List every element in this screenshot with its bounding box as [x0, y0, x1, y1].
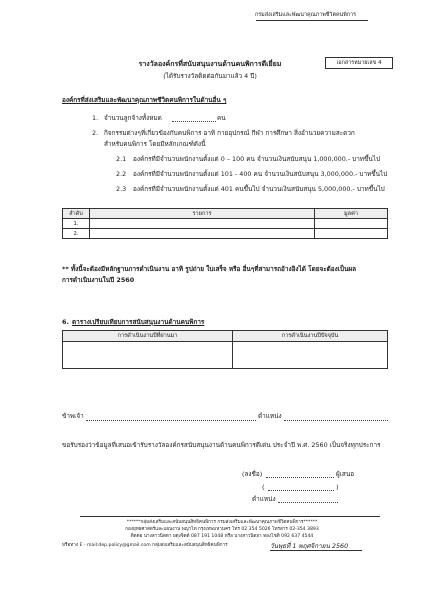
header-rule — [256, 20, 368, 21]
page-title: รางวัลองค์กรที่สนับสนุนงานด้านคนพิการดีเยี่ยม — [138, 60, 282, 68]
item-1-number: 1. — [92, 114, 99, 122]
evidence-note: ** ทั้งนี้จะต้องมีหลักฐานการดำเนินงาน อาทิ รูปถ่าย ใบเสร็จ หรือ อื่นๆที่สามารถอ้างอิงได้ โดยจะต้องเป็นผล — [62, 265, 357, 273]
open-paren: ( — [262, 483, 265, 491]
current-year-cell[interactable] — [233, 342, 388, 369]
row-item-cell[interactable] — [90, 229, 315, 239]
criteria-1-number: 2.1 — [116, 155, 127, 163]
header-org: กรมส่งเสริมและพัฒนาคุณภาพชีวิตคนพิการ — [255, 12, 356, 18]
signature-field[interactable] — [266, 477, 334, 478]
position-field[interactable] — [284, 420, 388, 421]
previous-year-cell[interactable] — [63, 342, 233, 369]
column-header-previous-year: การดำเนินงานปีที่ผ่านมา — [63, 331, 233, 342]
column-header-value: มูลค่า — [315, 209, 388, 219]
footer-org: ******กลุ่มส่งเสริมและสนับสนุนสิทธิคนพิการ กรมส่งเสริมและพัฒนาคุณภาพชีวิตคนพิการ****** — [126, 520, 318, 525]
table-row — [63, 342, 388, 369]
comparison-table — [62, 330, 388, 369]
item-1-unit: คน — [217, 114, 226, 122]
column-header-item: รายการ — [90, 209, 315, 219]
criteria-3-number: 2.3 — [116, 185, 127, 193]
position-label: ตำแหน่ง — [258, 412, 282, 420]
criteria-3: องค์กรที่มีจำนวนพนักงานตั้งแต่ 401 คนขึ้นไป จำนวนเงินสนับสนุน 5,000,000.- บาทขึ้นไป — [133, 185, 385, 193]
column-header-number: ลำดับ — [63, 209, 90, 219]
printed-name-field[interactable] — [268, 490, 334, 491]
name-label: ข้าพเจ้า — [62, 412, 84, 420]
table-row — [63, 219, 388, 229]
row-value-cell[interactable] — [315, 229, 388, 239]
footer-address: กองยุทธศาสตร์และแผนงาน พญาไท กรุงเทพมหานคร โทร 02 354 5026 โทรสาร 02-354 3893 — [125, 527, 319, 532]
employee-count-field[interactable] — [172, 121, 216, 122]
criteria-2-number: 2.2 — [116, 170, 127, 178]
criteria-2: องค์กรที่มีจำนวนพนักงานตั้งแต่ 101 - 400 คน จำนวนเงินสนับสนุน 3,000,000.- บาทขึ้นไป — [133, 170, 388, 178]
column-header-current-year: การดำเนินงานปีปัจจุบัน — [233, 331, 388, 342]
activity-table — [62, 208, 388, 239]
section-6-number: 6. — [62, 318, 69, 326]
page-subtitle: (ได้รับรางวัลติดต่อกันมาแล้ว 4 ปี) — [163, 72, 257, 80]
signature-position-label: ตำแหน่ง — [252, 495, 276, 503]
item-2-text: กิจกรรมต่างๆที่เกี่ยวข้องกับคนพิการ อาทิ กายอุปกรณ์ กีฬา การศึกษา สิ่งอำนวยความสะดวก — [104, 129, 355, 137]
section-heading: องค์กรที่ส่งเสริมและพัฒนาคุณภาพชีวิตคนพิการในด้านอื่น ๆ — [62, 96, 227, 104]
close-paren: ) — [336, 483, 339, 491]
item-1-label: จำนวนลูกจ้างทั้งหมด — [104, 114, 162, 122]
signature-label: (ลงชื่อ) — [242, 470, 263, 478]
name-field[interactable] — [86, 420, 256, 421]
item-2-text-cont: สำหรับคนพิการ โดยมีหลักเกณฑ์ดังนี้ — [104, 140, 206, 148]
certification-statement: ขอรับรองว่าข้อมูลที่เสนอเข้ารับรางวัลองค์กรสนับสนุนงานด้านคนพิการดีเด่น ประจำปี พ.ศ. 2560 เป็นจริงทุกประการ — [62, 441, 381, 449]
footer-date-underline — [270, 550, 362, 551]
row-number: 2. — [63, 229, 90, 239]
footer-email[interactable]: หรือทาง E - mail:dep.policy@gmail.com กลุ่มส่งเสริมและสนับสนุนสิทธิคนพิการ — [62, 543, 228, 548]
signature-position-field[interactable] — [278, 502, 338, 503]
applicant-label: ผู้เสนอ — [336, 470, 355, 478]
footer-contact: ติดต่อ นางสาวนิดดา ผดุงจิตต์ 087 191 1048 หรือ นางสาวนิตยา ทองโชติ 092 637 4544 — [130, 534, 314, 539]
row-value-cell[interactable] — [315, 219, 388, 229]
evidence-note-cont: การดำเนินงานในปี 2560 — [62, 276, 135, 284]
document-number-box: เอกสารหมายเลข 4 — [325, 57, 393, 69]
item-2-number: 2. — [92, 129, 99, 137]
row-item-cell[interactable] — [90, 219, 315, 229]
row-number: 1. — [63, 219, 90, 229]
table-row — [63, 229, 388, 239]
footer-rule — [80, 516, 380, 517]
footer-date: วันพุธที่ 1 พฤศจิกายน 2560 — [270, 542, 349, 550]
section-6-title: ตารางเปรียบเทียบการสนับสนุนงานด้านคนพิการ — [72, 318, 205, 326]
criteria-1: องค์กรที่มีจำนวนพนักงานตั้งแต่ 0 – 100 คน จำนวนเงินสนับสนุน 1,000,000.- บาทขึ้นไป — [133, 155, 381, 163]
